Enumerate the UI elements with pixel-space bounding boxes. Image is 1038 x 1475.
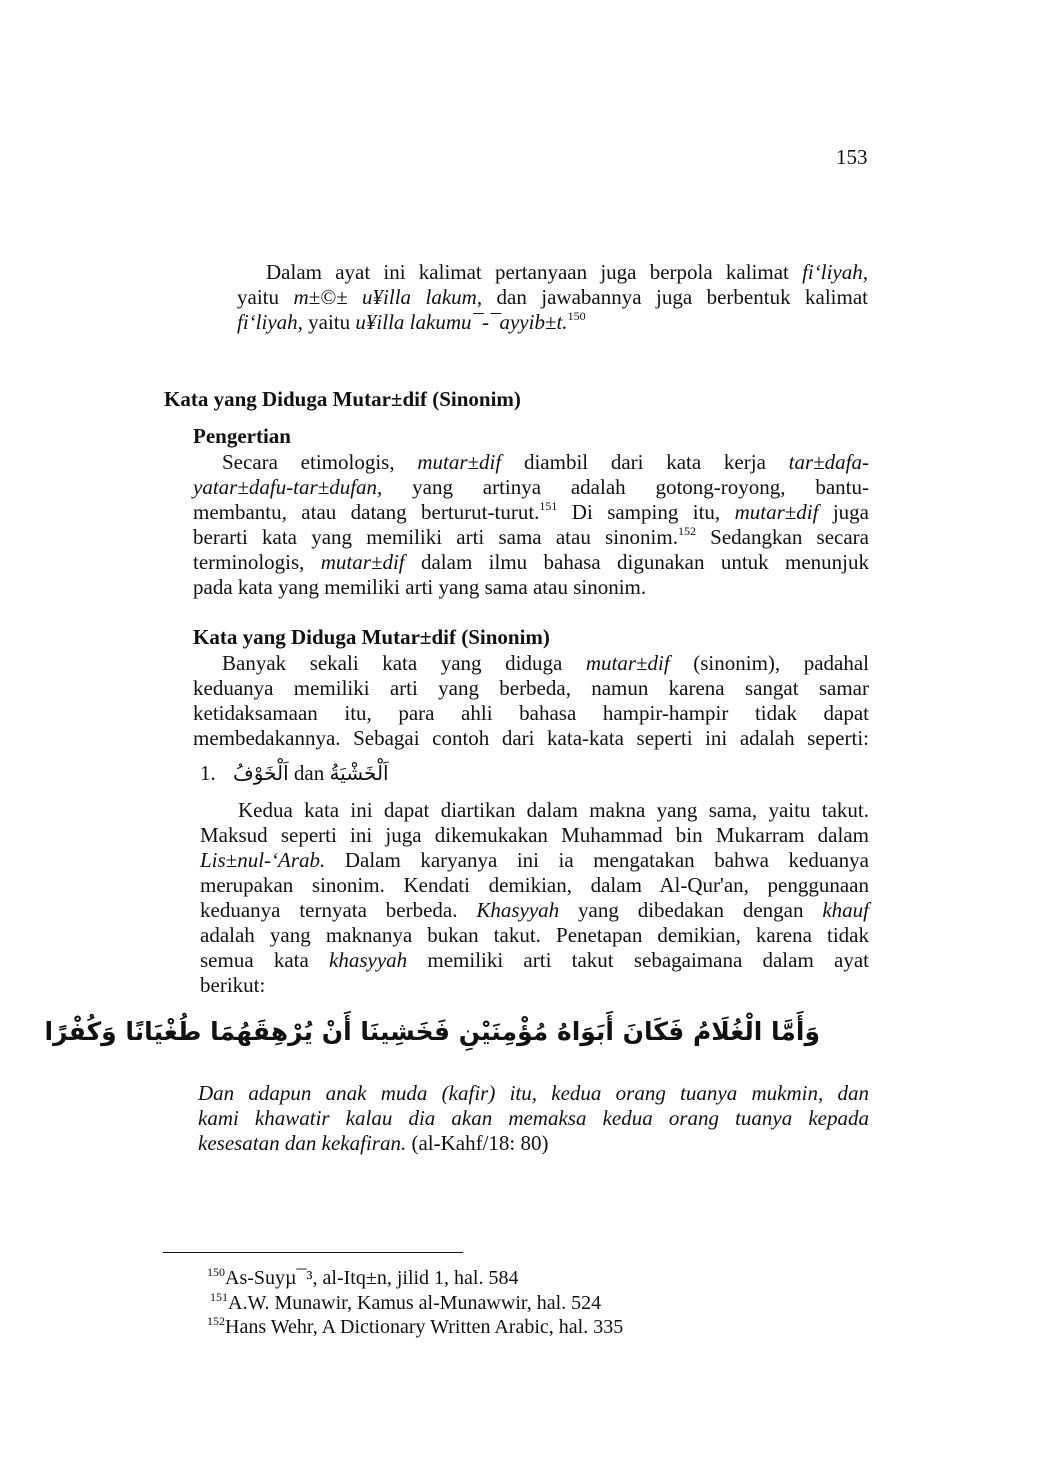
footnote-ref: 150: [567, 309, 586, 323]
text-run: berarti kata yang memiliki arti sama atau sinonim.: [193, 525, 678, 549]
text-line: [200, 898, 869, 923]
text-run: jilid 1, hal. 584: [391, 1267, 519, 1289]
text-run: A.W. Munawir,: [228, 1291, 358, 1314]
text-run: pada kata yang memiliki arti yang sama atau sinonim.: [193, 575, 647, 599]
arabic-word-khasyyah: اَلْخَشْيَةُ: [329, 761, 389, 785]
text-line: [237, 260, 868, 285]
text-run: keduanya ternyata berbeda.: [200, 898, 477, 922]
text-line: [200, 873, 869, 898]
italic-text: Khasyyah: [476, 898, 560, 922]
text-run: (al-Kahf/18: 80): [406, 1131, 549, 1155]
text-run: adalah yang maknanya bukan takut. Penetapan demikian, karena tidak: [200, 923, 869, 947]
italic-text: khauf: [822, 898, 870, 922]
text-run: Banyak sekali kata yang diduga: [222, 651, 586, 675]
text-run: Di samping itu,: [557, 500, 735, 524]
paragraph-intro: [237, 260, 868, 335]
text-run: As-Suyµ¯³,: [225, 1267, 323, 1289]
italic-text: kesesatan dan kekafiran.: [198, 1131, 407, 1155]
text-run: yang artinya adalah gotong-royong, bantu-: [382, 475, 869, 499]
text-run: dalam ilmu bahasa digunakan untuk menunjuk: [404, 550, 869, 574]
italic-text: mutar±dif: [417, 450, 502, 474]
text-line: [200, 948, 869, 973]
arabic-word-khauf: اَلْخَوْفُ: [233, 761, 289, 785]
text-run: Maksud seperti ini juga dikemukakan Muhammad bin Mukarram dalam: [200, 823, 869, 847]
text-run: Kedua kata ini dapat diartikan dalam makna yang sama, yaitu takut.: [238, 798, 869, 822]
text-line: [193, 651, 869, 676]
text-run: berikut:: [200, 973, 266, 997]
italic-text: yatar±dafu-tar±dufan,: [193, 475, 383, 499]
text-line: [193, 701, 869, 726]
text-run: Dalam ayat ini kalimat pertanyaan juga berpola kalimat: [266, 260, 803, 284]
footnote-ref: 151: [210, 1289, 228, 1304]
text-run: terminologis,: [193, 550, 321, 574]
page-number: 153: [836, 145, 868, 169]
italic-text: A Dictionary Written Arabic: [321, 1316, 549, 1338]
text-run: memiliki arti takut sebagaimana dalam ayat: [407, 948, 869, 972]
text-line: [200, 973, 869, 998]
list-conjunction: dan: [293, 761, 325, 785]
text-line: [193, 500, 869, 525]
text-line: [193, 676, 869, 701]
text-run: dan jawabannya juga berbentuk kalimat: [482, 285, 868, 309]
italic-text: tar±dafa-: [788, 450, 869, 474]
footnote: [210, 1291, 623, 1316]
italic-text: fi‘liyah,: [237, 310, 303, 334]
paragraph-sinonim: [193, 651, 869, 751]
text-run: Hans Wehr,: [225, 1316, 322, 1338]
list-number: 1.: [200, 761, 216, 785]
section-heading: Kata yang Diduga Mutar±dif (Sinonim): [164, 387, 521, 411]
text-run: juga: [818, 500, 869, 524]
text-run: , hal. 335: [548, 1316, 624, 1338]
italic-text: mutar±dif: [585, 651, 670, 675]
text-run: semua kata: [200, 948, 330, 972]
subheading-pengertian: Pengertian: [193, 424, 291, 448]
italic-text: kami khawatir kalau dia akan memaksa kedua orang tuanya kepada: [198, 1106, 869, 1130]
text-line: [193, 525, 869, 550]
text-line: [198, 1131, 869, 1156]
text-line: [200, 923, 869, 948]
text-run: (sinonim), padahal: [669, 651, 869, 675]
text-line: [193, 550, 869, 575]
footnote-divider: [163, 1252, 463, 1253]
paragraph-kedua: [200, 798, 869, 998]
verse-translation: [198, 1081, 869, 1156]
italic-text: mutar±dif: [734, 500, 819, 524]
text-line: [200, 848, 869, 873]
text-run: membantu, atau datang berturut-turut.: [193, 500, 540, 524]
text-line: [200, 823, 869, 848]
text-run: membedakannya. Sebagai contoh dari kata-kata seperti ini adalah seperti:: [193, 726, 869, 750]
text-line: [198, 1106, 869, 1131]
italic-text: m±©± u¥illa lakum,: [293, 285, 483, 309]
text-line: [193, 575, 869, 600]
footnotes: [207, 1266, 623, 1340]
italic-text: u¥illa lakumu¯-¯ayyib±t.: [355, 310, 568, 334]
text-run: yaitu: [237, 285, 294, 309]
footnote-ref: 150: [207, 1265, 225, 1279]
text-line: [193, 450, 869, 475]
quran-verse: وَأَمَّا الْغُلَامُ فَكَانَ أَبَوَاهُ مُؤْمِنَيْنِ فَخَشِينَا أَنْ يُرْهِقَهُمَا طُغْيَانًا وَكُفْرًا: [44, 1017, 820, 1046]
list-item-1: [200, 758, 389, 788]
italic-text: Lis±nul-‘Arab.: [200, 848, 326, 872]
paragraph-pengertian: [193, 450, 869, 600]
footnote: [207, 1266, 623, 1291]
text-run: ketidaksamaan itu, para ahli bahasa hampir-hampir tidak dapat: [193, 701, 869, 725]
text-run: diambil dari kata kerja: [501, 450, 789, 474]
footnote: [207, 1315, 623, 1340]
text-line: [237, 285, 868, 310]
text-run: Sedangkan secara: [695, 525, 869, 549]
italic-text: Dan adapun anak muda (kafir) itu, kedua orang tuanya mukmin, dan: [198, 1081, 869, 1105]
italic-text: fi‘liyah,: [802, 260, 868, 284]
text-run: Secara etimologis,: [222, 450, 418, 474]
text-run: Dalam karyanya ini ia mengatakan bahwa keduanya: [325, 848, 869, 872]
text-line: [193, 726, 869, 751]
footnote-ref: 152: [677, 524, 696, 538]
subheading-sinonim: Kata yang Diduga Mutar±dif (Sinonim): [193, 625, 550, 649]
footnote-ref: 151: [539, 499, 558, 513]
italic-text: mutar±dif: [320, 550, 405, 574]
text-run: merupakan sinonim. Kendati demikian, dalam Al-Qur'an, penggunaan: [200, 873, 869, 897]
footnote-ref: 152: [207, 1314, 225, 1328]
text-line: [200, 798, 869, 823]
italic-text: al-Itq±n,: [322, 1267, 392, 1289]
text-run: , hal. 524: [526, 1291, 602, 1314]
text-run: keduanya memiliki arti yang berbeda, namun karena sangat samar: [193, 676, 869, 700]
italic-text: khasyyah: [329, 948, 408, 972]
text-line: [193, 475, 869, 500]
italic-text: Kamus al-Munawwir: [357, 1291, 527, 1314]
text-run: yang dibedakan dengan: [559, 898, 823, 922]
text-line: [237, 310, 868, 335]
text-line: [198, 1081, 869, 1106]
text-run: yaitu: [302, 310, 356, 334]
